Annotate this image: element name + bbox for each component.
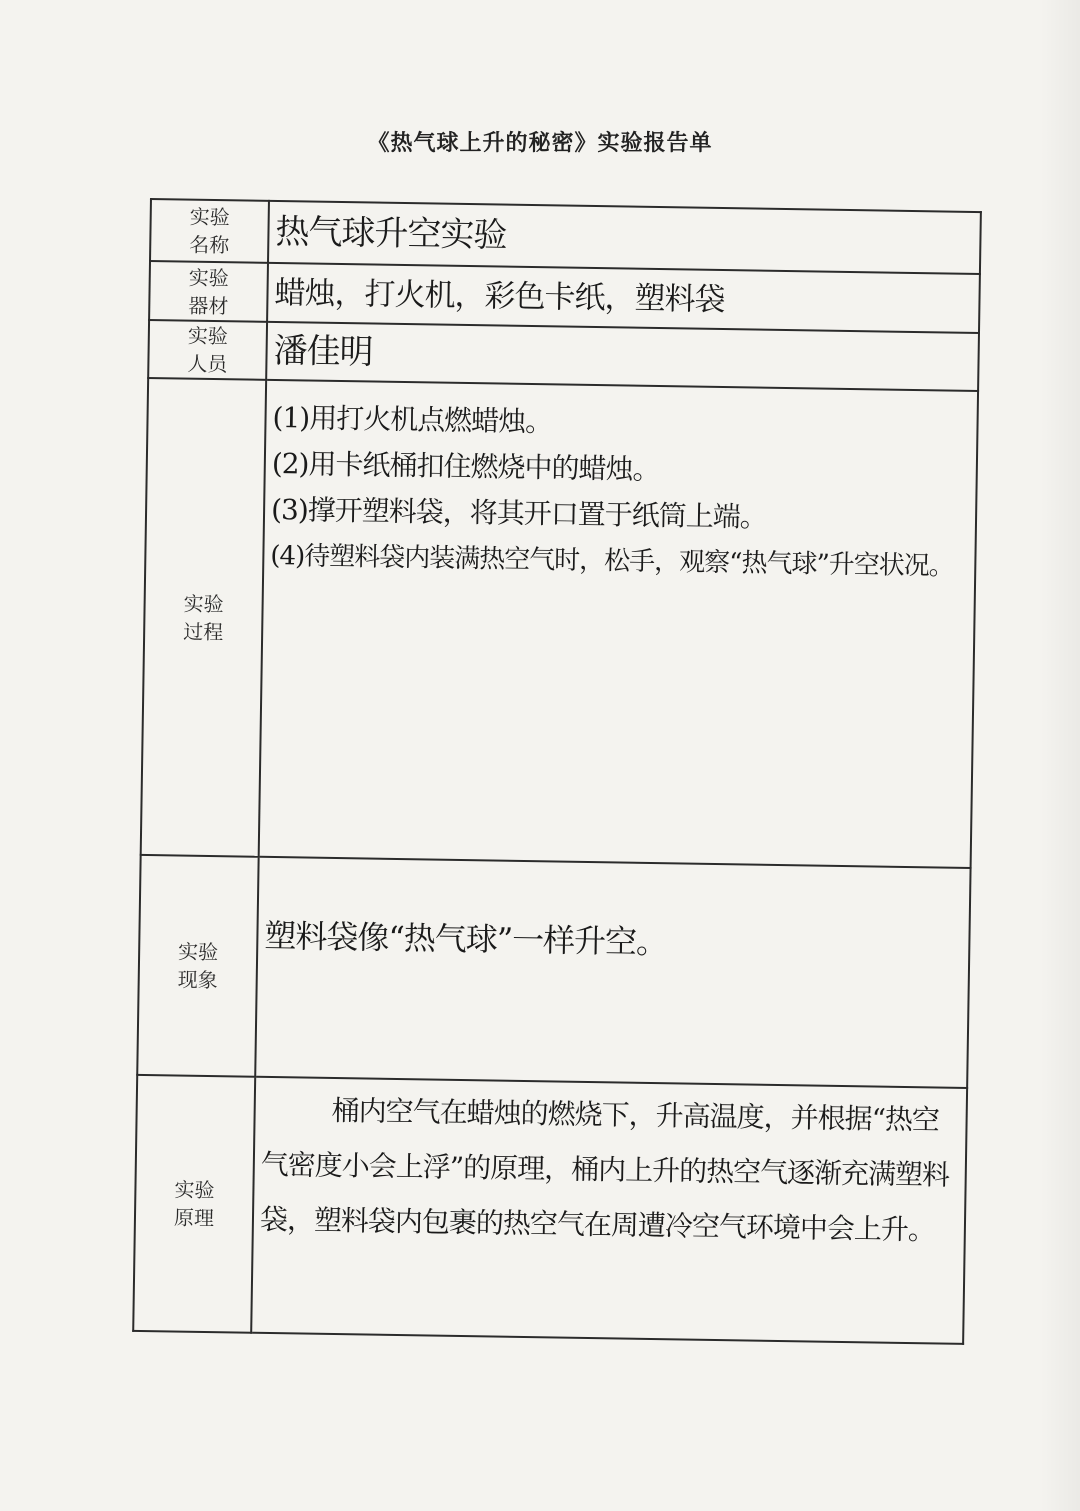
process-step: (3)撑开塑料袋，将其开口置于纸筒上端。 (270, 492, 767, 534)
experiment-phenomenon-value: 塑料袋像“热气球”一样升空。 (255, 857, 970, 1088)
label-line: 现象 (177, 967, 218, 993)
process-step: (4)待塑料袋内装满热空气时，松手，观察“热气球”升空状况。 (270, 540, 954, 582)
label-line: 实验 (183, 591, 224, 616)
experiment-materials-value: 蜡烛，打火机，彩色卡纸，塑料袋 (267, 263, 980, 333)
label-experiment-process (141, 378, 266, 857)
label-experiment-phenomenon (137, 855, 258, 1077)
label-experiment-name (150, 199, 269, 263)
experiment-process-steps (259, 380, 978, 868)
label-line: 实验 (188, 265, 229, 290)
row-experiment-principle (133, 1075, 967, 1344)
process-step: (2)用卡纸桶扣住燃烧中的蜡烛。 (271, 446, 660, 487)
experiment-principle-value (251, 1077, 967, 1344)
row-experiment-phenomenon (137, 855, 970, 1088)
label-experiment-principle (133, 1075, 255, 1333)
label-line: 器材 (188, 293, 229, 318)
row-experiment-process (141, 378, 978, 868)
label-line: 实验 (189, 204, 230, 230)
label-experiment-personnel (148, 320, 267, 380)
experiment-name-value: 热气球升空实验 (268, 201, 981, 274)
process-step: (1)用打火机点燃蜡烛。 (272, 400, 553, 439)
label-line: 实验 (187, 323, 229, 349)
label-line: 名称 (189, 232, 230, 258)
label-line: 实验 (177, 939, 219, 965)
label-line: 实验 (174, 1177, 215, 1203)
label-line: 过程 (183, 619, 224, 644)
label-line: 人员 (187, 351, 228, 377)
experiment-report-table (132, 198, 982, 1345)
paper-edge-shadow (1040, 0, 1080, 1511)
experiment-personnel-value: 潘佳明 (266, 322, 979, 391)
page-title: 《热气球上升的秘密》实验报告单 (367, 131, 713, 156)
principle-text: 桶内空气在蜡烛的燃烧下，升高温度，并根据“热空气密度小会上浮”的原理，桶内上升的热空气逐渐充满塑料袋，塑料袋内包裹的热空气在周遭冷空气环境中会上升。 (259, 1093, 950, 1247)
label-experiment-materials (149, 261, 268, 322)
label-line: 原理 (173, 1205, 215, 1231)
